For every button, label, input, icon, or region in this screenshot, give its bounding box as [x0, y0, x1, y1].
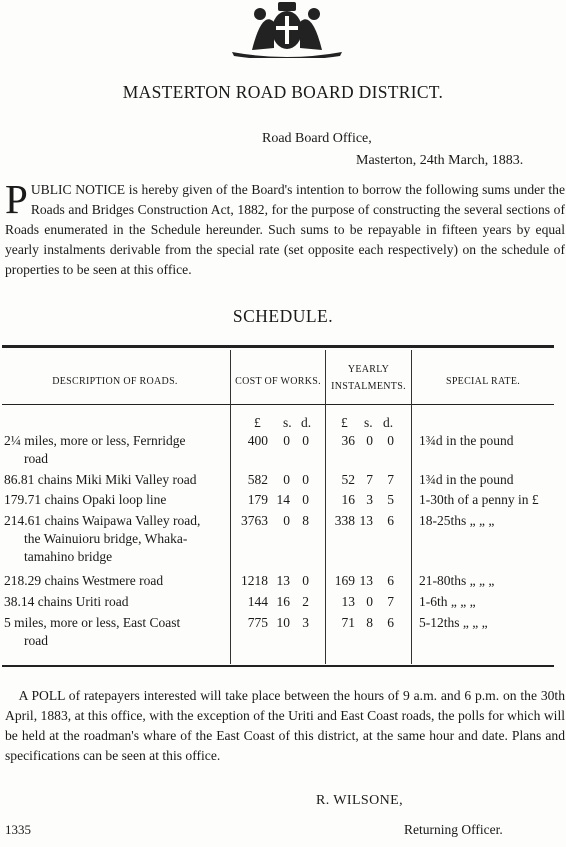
instalment-value: 13 [359, 513, 373, 528]
instalment-value: 13 [359, 573, 373, 588]
drop-cap: P [5, 176, 28, 222]
instalment-value: 8 [366, 615, 373, 630]
cost-value: 0 [283, 472, 290, 487]
cost-value: 1218 [241, 573, 268, 588]
special-rate: 1-30th of a penny in £ [419, 492, 539, 507]
cost-value: 14 [276, 492, 290, 507]
header-rule [2, 404, 554, 405]
special-rate: 1¾d in the pound [419, 433, 514, 448]
road-description: 2¼ miles, more or less, Fernridge [4, 433, 186, 448]
instalment-value: 36 [341, 433, 355, 448]
instalment-value: 169 [334, 573, 355, 588]
header-instalments: INSTALMENTS. [331, 381, 406, 392]
road-description: 179.71 chains Opaki loop line [4, 492, 167, 507]
cost-value: 144 [247, 594, 268, 609]
poll-notice [5, 686, 565, 766]
special-rate: 18-25ths „ „ „ [419, 513, 495, 528]
instalment-value: 0 [387, 433, 394, 448]
public-notice [5, 176, 565, 280]
unit-pence: d. [301, 415, 312, 430]
instalment-value: 7 [387, 472, 394, 487]
office-line: Road Board Office, [262, 131, 372, 146]
cost-value: 0 [283, 433, 290, 448]
column-divider [411, 350, 412, 664]
header-description: DESCRIPTION OF ROADS. [52, 376, 178, 387]
cost-value: 2 [302, 594, 309, 609]
instalment-value: 6 [387, 513, 394, 528]
road-description: road [24, 451, 48, 466]
coat-of-arms-icon [212, 0, 362, 58]
header-cost: COST OF WORKS. [235, 376, 321, 387]
road-description: tamahino bridge [24, 549, 113, 564]
unit-pound: £ [254, 415, 261, 430]
special-rate: 1¾d in the pound [419, 472, 514, 487]
page-title: MASTERTON ROAD BOARD DISTRICT. [122, 82, 444, 102]
unit-shilling: s. [283, 415, 292, 430]
instalment-value: 338 [334, 513, 355, 528]
instalment-value: 3 [366, 492, 373, 507]
road-description: 5 miles, more or less, East Coast [4, 615, 181, 630]
special-rate: 21-80ths „ „ „ [419, 573, 495, 588]
instalment-value: 6 [387, 615, 394, 630]
schedule-title: SCHEDULE. [232, 306, 334, 326]
cost-value: 0 [283, 513, 290, 528]
poll-text: A POLL of ratepayers interested will take place between the hours of 9 a.m. and 6 p.m. on the 30th April, 1883, at this office, with the exception of the Uriti and East Coast roads, the polls for which will be held at the roadman's whare of the East Coast of this district, at the same hour and date. Plans and specifications can be seen at this office. [5, 688, 565, 763]
road-description: road [24, 633, 48, 648]
road-description: 86.81 chains Miki Miki Valley road [4, 472, 197, 487]
road-description: 218.29 chains Westmere road [4, 573, 164, 588]
cost-value: 3763 [241, 513, 268, 528]
road-description: 214.61 chains Waipawa Valley road, [4, 513, 201, 528]
cost-value: 0 [302, 573, 309, 588]
cost-value: 582 [247, 472, 268, 487]
instalment-value: 71 [341, 615, 355, 630]
instalment-value: 0 [366, 433, 373, 448]
notice-text: UBLIC NOTICE is hereby given of the Board's intention to borrow the following sums under the Roads and Bridges Construction Act, 1882, for the purpose of constructing the several sections of Roads enumerated in the Schedule hereunder. Such sums to be repayable in fifteen years by equal yearly instalments derivable from the special rate (set opposite each respectively) on the schedule of properties to be seen at this office. [5, 182, 565, 277]
unit-shilling: s. [364, 415, 373, 430]
road-description: the Wainuioru bridge, Whaka- [24, 531, 188, 546]
instalment-value: 0 [366, 594, 373, 609]
table-top-rule [2, 345, 554, 348]
cost-value: 16 [276, 594, 290, 609]
instalment-value: 52 [341, 472, 355, 487]
cost-value: 10 [276, 615, 290, 630]
unit-pence: d. [383, 415, 394, 430]
notice-code: 1335 [5, 822, 31, 837]
cost-value: 0 [302, 492, 309, 507]
instalment-value: 5 [387, 492, 394, 507]
cost-value: 8 [302, 513, 309, 528]
cost-value: 179 [247, 492, 268, 507]
unit-pound: £ [341, 415, 348, 430]
instalment-value: 6 [387, 573, 394, 588]
dateline: Masterton, 24th March, 1883. [356, 153, 524, 168]
instalment-value: 16 [341, 492, 355, 507]
instalment-value: 7 [366, 472, 373, 487]
cost-value: 13 [276, 573, 290, 588]
cost-value: 775 [247, 615, 268, 630]
cost-value: 0 [302, 472, 309, 487]
special-rate: 5-12ths „ „ „ [419, 615, 488, 630]
instalment-value: 13 [341, 594, 355, 609]
cost-value: 0 [302, 433, 309, 448]
cost-value: 400 [247, 433, 268, 448]
header-yearly: YEARLY [347, 364, 390, 375]
road-description: 38.14 chains Uriti road [4, 594, 129, 609]
special-rate: 1-6th „ „ „ [419, 594, 476, 609]
cost-value: 3 [302, 615, 309, 630]
table-bottom-rule [2, 665, 554, 667]
signatory-role: Returning Officer. [404, 822, 503, 837]
header-rate: SPECIAL RATE. [445, 376, 521, 387]
instalment-value: 7 [387, 594, 394, 609]
signature: R. WILSONE, [316, 793, 403, 808]
